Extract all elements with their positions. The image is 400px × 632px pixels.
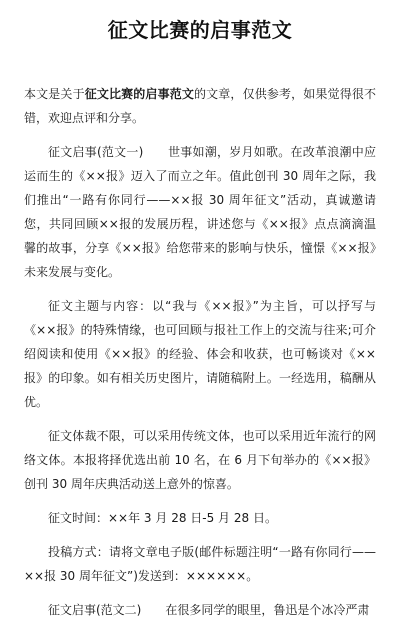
document-body [24, 82, 376, 632]
intro-bold-title: 征文比赛的启事范文 [84, 87, 194, 101]
paragraph-genre: 征文体裁不限，可以采用传统文体，也可以采用近年流行的网络文体。本报将择优选出前 10 名，在 6 月下旬举办的《××报》创刊 30 周年庆典活动送上意外的惊喜。 [24, 429, 376, 491]
paragraph-announcement-one: 征文启事(范文一) 世事如潮，岁月如歌。在改革浪潮中应运而生的《××报》迈入了而立之年。值此创刊 30 周年之际，我们推出“一路有你同行——××报 30 周年征文”活动，真诚邀请您，共同回顾××报的发展历程，讲述您与《××报》点点滴滴温馨的故事，分享《××报》给您带来的影响与快乐，憧憬《××报》未来发展与变化。 [24, 145, 376, 279]
intro-prefix: 本文是关于 [24, 87, 85, 101]
paragraph-announcement-two: 征文启事(范文二) 在很多同学的眼里，鲁迅是个冰冷严肃 [48, 603, 370, 617]
intro-suffix: 的文章，仅供参考，如果觉得很不错，欢迎点评和分享。 [24, 87, 376, 125]
paragraph-theme-content: 征文主题与内容：以“我与《××报》”为主旨，可以抒写与《××报》的特殊情缘，也可回顾与报社工作上的交流与往来;可介绍阅读和使用《××报》的经验、体会和收获，也可畅谈对《××报》的印象。如有相关历史图片，请随稿附上。一经选用，稿酬从优。 [24, 299, 376, 409]
paragraph-time: 征文时间：××年 3 月 28 日-5 月 28 日。 [48, 511, 277, 525]
document-title: 征文比赛的启事范文 [107, 18, 293, 42]
paragraph-submission: 投稿方式：请将文章电子版(邮件标题注明“一路有你同行——××报 30 周年征文”)发送到：××××××。 [24, 545, 376, 583]
intro-paragraph [24, 82, 376, 130]
